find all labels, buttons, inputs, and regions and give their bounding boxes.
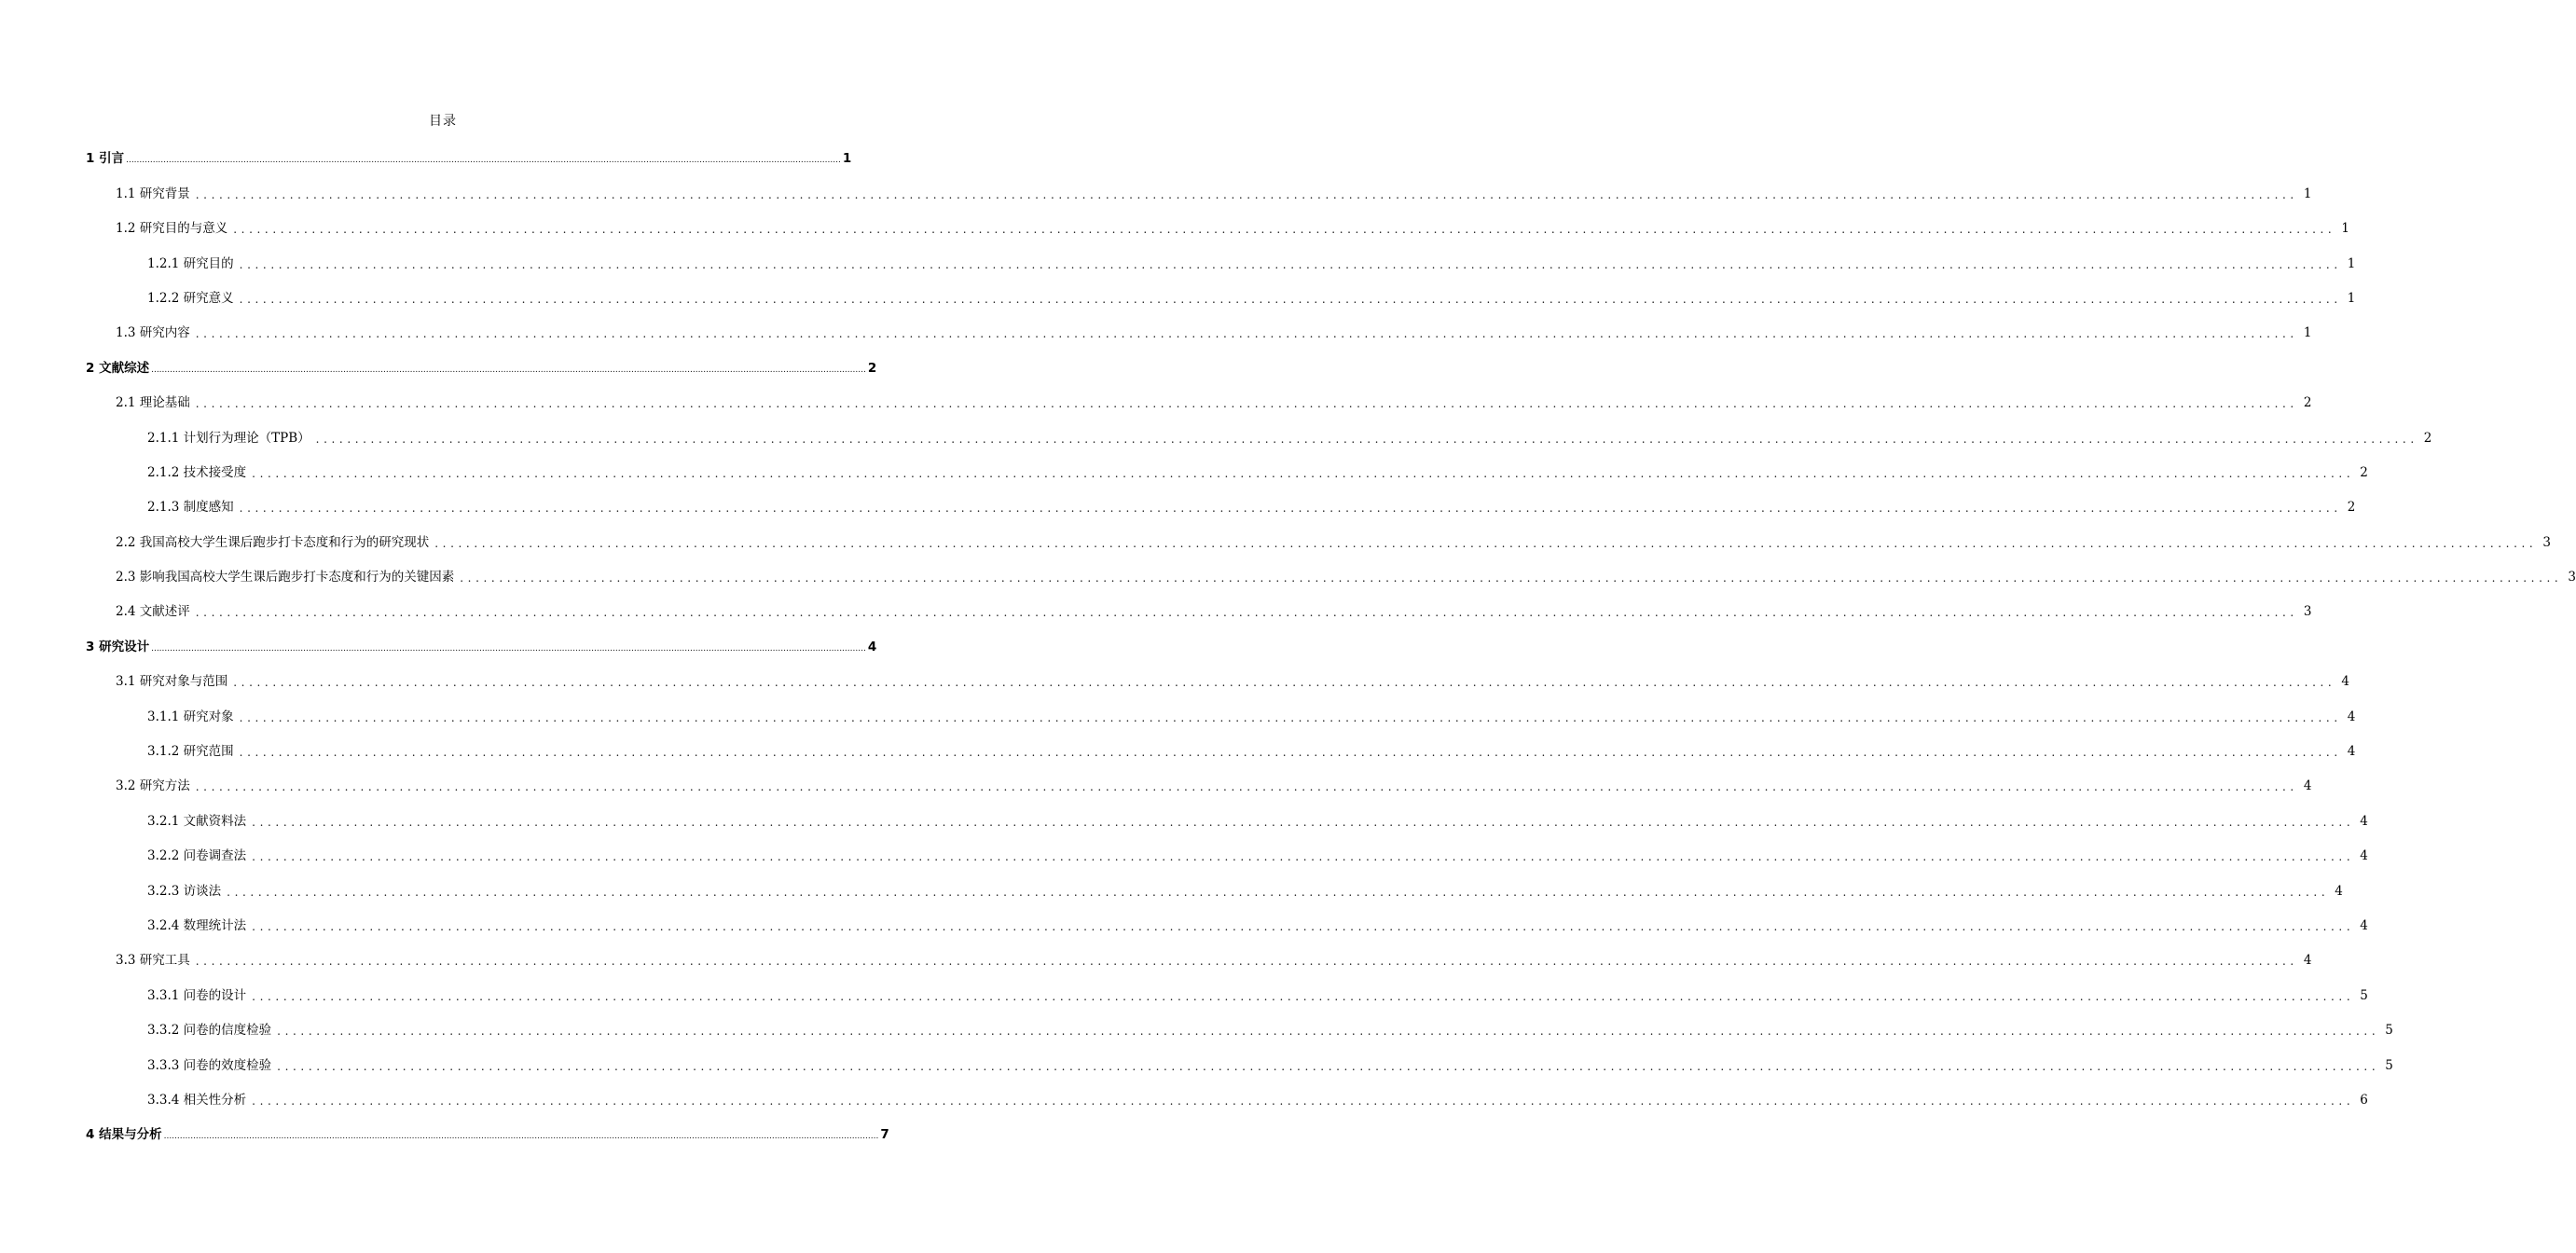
toc-entry[interactable]: [86, 666, 2349, 700]
toc-entry[interactable]: [86, 457, 2368, 491]
toc-entry[interactable]: [86, 805, 2368, 839]
toc-dot-leader: ............................................................................................................................................................................................................................................................................: [252, 1094, 2355, 1108]
toc-entry-label: 3.2.2 问卷调查法: [147, 848, 247, 864]
toc-dot-leader: ............................................................................................................................................................................................................................................................................: [252, 850, 2355, 864]
toc-entry-label: 2.4 文献述评: [116, 604, 190, 620]
toc-entry-page-number: 4: [867, 639, 877, 654]
toc-dot-leader: ............................................................................................................................................................................................................................................................................: [252, 919, 2355, 933]
toc-entry[interactable]: [86, 143, 852, 177]
toc-entry-page-number: 4: [2360, 917, 2368, 933]
toc-entry-page-number: 4: [2360, 813, 2368, 829]
toc-entry-page-number: 2: [2303, 395, 2312, 411]
toc-dot-leader: ............................................................................................................................................................................................................................................................................: [195, 606, 2298, 620]
toc-dot-leader: ............................................................................................................................................................................................................................................................................: [151, 643, 866, 654]
toc-dot-leader: ............................................................................................................................................................................................................................................................................: [151, 365, 866, 375]
toc-entry-label: 3.1.2 研究范围: [147, 744, 234, 760]
toc-entry[interactable]: [86, 1014, 2393, 1049]
toc-entry[interactable]: [86, 1084, 2368, 1119]
toc-dot-leader: ............................................................................................................................................................................................................................................................................: [277, 1059, 2380, 1073]
toc-entry-label: 2.2 我国高校大学生课后跑步打卡态度和行为的研究现状: [116, 534, 430, 550]
toc-entry-page-number: 4: [2303, 953, 2312, 969]
toc-dot-leader: ............................................................................................................................................................................................................................................................................: [195, 780, 2298, 794]
toc-entry-label: 3.2.1 文献资料法: [147, 813, 247, 829]
toc-entry-label: 3.3.4 相关性分析: [147, 1092, 247, 1108]
toc-entry-page-number: 2: [867, 360, 877, 376]
toc-entry-page-number: 4: [2360, 848, 2368, 864]
toc-entry[interactable]: [86, 1119, 889, 1153]
toc-entry[interactable]: [86, 736, 2356, 770]
toc-entry-label: 3 研究设计: [86, 639, 150, 654]
toc-entry-page-number: 2: [2423, 430, 2432, 446]
toc-entry-label: 1 引言: [86, 151, 125, 167]
toc-entry-label: 2.1.2 技术接受度: [147, 464, 247, 480]
toc-dot-leader: ............................................................................................................................................................................................................................................................................: [233, 223, 2336, 237]
toc-entry-label: 2.1 理论基础: [116, 395, 190, 411]
toc-entry[interactable]: [86, 247, 2356, 282]
toc-entry-page-number: 4: [2347, 709, 2356, 724]
toc-dot-leader: ............................................................................................................................................................................................................................................................................: [239, 710, 2342, 724]
toc-entry-page-number: 2: [2360, 464, 2368, 480]
toc-entry-label: 2 文献综述: [86, 360, 150, 376]
toc-entry-page-number: 1: [2341, 221, 2349, 237]
toc-entry-page-number: 4: [2335, 883, 2343, 899]
toc-entry[interactable]: [86, 351, 877, 386]
toc-entry[interactable]: [86, 213, 2349, 247]
toc-entry[interactable]: [86, 1049, 2393, 1083]
toc-dot-leader: ............................................................................................................................................................................................................................................................................: [252, 989, 2355, 1003]
toc-entry[interactable]: [86, 282, 2356, 317]
toc-entry[interactable]: [86, 700, 2356, 735]
toc-dot-leader: ............................................................................................................................................................................................................................................................................: [252, 466, 2355, 480]
toc-entry[interactable]: [86, 387, 2312, 421]
toc-entry[interactable]: [86, 421, 2432, 456]
toc-entry-page-number: 3: [2542, 534, 2551, 550]
toc-dot-leader: ............................................................................................................................................................................................................................................................................: [227, 885, 2330, 899]
toc-entry-label: 3.2.3 访谈法: [147, 883, 222, 899]
toc-entry-page-number: 2: [2347, 500, 2356, 516]
toc-dot-leader: ............................................................................................................................................................................................................................................................................: [239, 257, 2342, 271]
toc-entry[interactable]: [86, 317, 2312, 351]
toc-entry[interactable]: [86, 630, 877, 665]
toc-entry-page-number: 1: [2347, 290, 2356, 306]
toc-entry-label: 3.3.1 问卷的设计: [147, 987, 247, 1003]
toc-entry-page-number: 6: [2360, 1092, 2368, 1108]
toc-entry[interactable]: [86, 910, 2368, 944]
toc-dot-leader: ............................................................................................................................................................................................................................................................................: [239, 502, 2342, 516]
toc-entry[interactable]: [86, 526, 2551, 560]
toc-entry-page-number: 4: [2341, 674, 2349, 690]
toc-entry-label: 1.1 研究背景: [116, 186, 190, 201]
toc-entry-label: 3.2.4 数理统计法: [147, 917, 247, 933]
toc-entry[interactable]: [86, 561, 2576, 596]
toc-entry[interactable]: [86, 944, 2312, 979]
toc-entry-label: 3.2 研究方法: [116, 778, 190, 794]
toc-entry-page-number: 3: [2303, 604, 2312, 620]
toc-title: 目录: [429, 114, 457, 129]
toc-dot-leader: ............................................................................................................................................................................................................................................................................: [163, 1132, 879, 1142]
toc-entry-label: 1.2.1 研究目的: [147, 255, 234, 271]
toc-dot-leader: ............................................................................................................................................................................................................................................................................: [195, 187, 2298, 201]
toc-entry-label: 4 结果与分析: [86, 1127, 162, 1143]
toc-entry[interactable]: [86, 596, 2312, 630]
toc-dot-leader: ............................................................................................................................................................................................................................................................................: [195, 327, 2298, 341]
toc-dot-leader: ............................................................................................................................................................................................................................................................................: [252, 815, 2355, 829]
toc-dot-leader: ............................................................................................................................................................................................................................................................................: [239, 746, 2342, 760]
toc-entry-page-number: 5: [2385, 1057, 2393, 1073]
toc-entry-page-number: 5: [2385, 1023, 2393, 1039]
toc-entry-page-number: 4: [2347, 744, 2356, 760]
toc-entry-label: 3.3 研究工具: [116, 953, 190, 969]
toc-entry-label: 3.3.3 问卷的效度检验: [147, 1057, 272, 1073]
toc-dot-leader: ............................................................................................................................................................................................................................................................................: [315, 432, 2418, 446]
toc-entry-page-number: 1: [2303, 325, 2312, 341]
toc-entry-page-number: 1: [2303, 186, 2312, 201]
toc-entry-label: 3.3.2 问卷的信度检验: [147, 1023, 272, 1039]
toc-dot-leader: ............................................................................................................................................................................................................................................................................: [233, 676, 2336, 690]
toc-entry-label: 2.1.3 制度感知: [147, 500, 234, 516]
toc-entry-label: 3.1.1 研究对象: [147, 709, 234, 724]
toc-dot-leader: ............................................................................................................................................................................................................................................................................: [239, 292, 2342, 306]
table-of-contents: [86, 143, 2576, 1153]
toc-dot-leader: ............................................................................................................................................................................................................................................................................: [195, 397, 2298, 411]
toc-entry[interactable]: [86, 770, 2312, 805]
toc-entry-page-number: 7: [880, 1127, 889, 1143]
toc-entry-label: 1.3 研究内容: [116, 325, 190, 341]
toc-dot-leader: ............................................................................................................................................................................................................................................................................: [460, 571, 2563, 585]
toc-dot-leader: ............................................................................................................................................................................................................................................................................: [126, 156, 841, 166]
toc-dot-leader: ............................................................................................................................................................................................................................................................................: [434, 536, 2538, 550]
toc-entry-label: 2.3 影响我国高校大学生课后跑步打卡态度和行为的关键因素: [116, 570, 455, 585]
toc-entry-label: 3.1 研究对象与范围: [116, 674, 228, 690]
toc-entry-page-number: 4: [2303, 778, 2312, 794]
toc-entry-page-number: 5: [2360, 987, 2368, 1003]
toc-dot-leader: ............................................................................................................................................................................................................................................................................: [195, 955, 2298, 969]
toc-entry[interactable]: [86, 177, 2312, 212]
toc-entry-label: 2.1.1 计划行为理论（TPB）: [147, 430, 310, 446]
toc-entry[interactable]: [86, 874, 2343, 909]
toc-entry-page-number: 1: [2347, 255, 2356, 271]
toc-entry-page-number: 3: [2568, 570, 2576, 585]
toc-entry[interactable]: [86, 491, 2356, 526]
toc-entry-label: 1.2.2 研究意义: [147, 290, 234, 306]
toc-entry-page-number: 1: [842, 151, 852, 167]
toc-entry[interactable]: [86, 979, 2368, 1013]
toc-dot-leader: ............................................................................................................................................................................................................................................................................: [277, 1025, 2380, 1039]
toc-entry[interactable]: [86, 840, 2368, 874]
toc-entry-label: 1.2 研究目的与意义: [116, 221, 228, 237]
